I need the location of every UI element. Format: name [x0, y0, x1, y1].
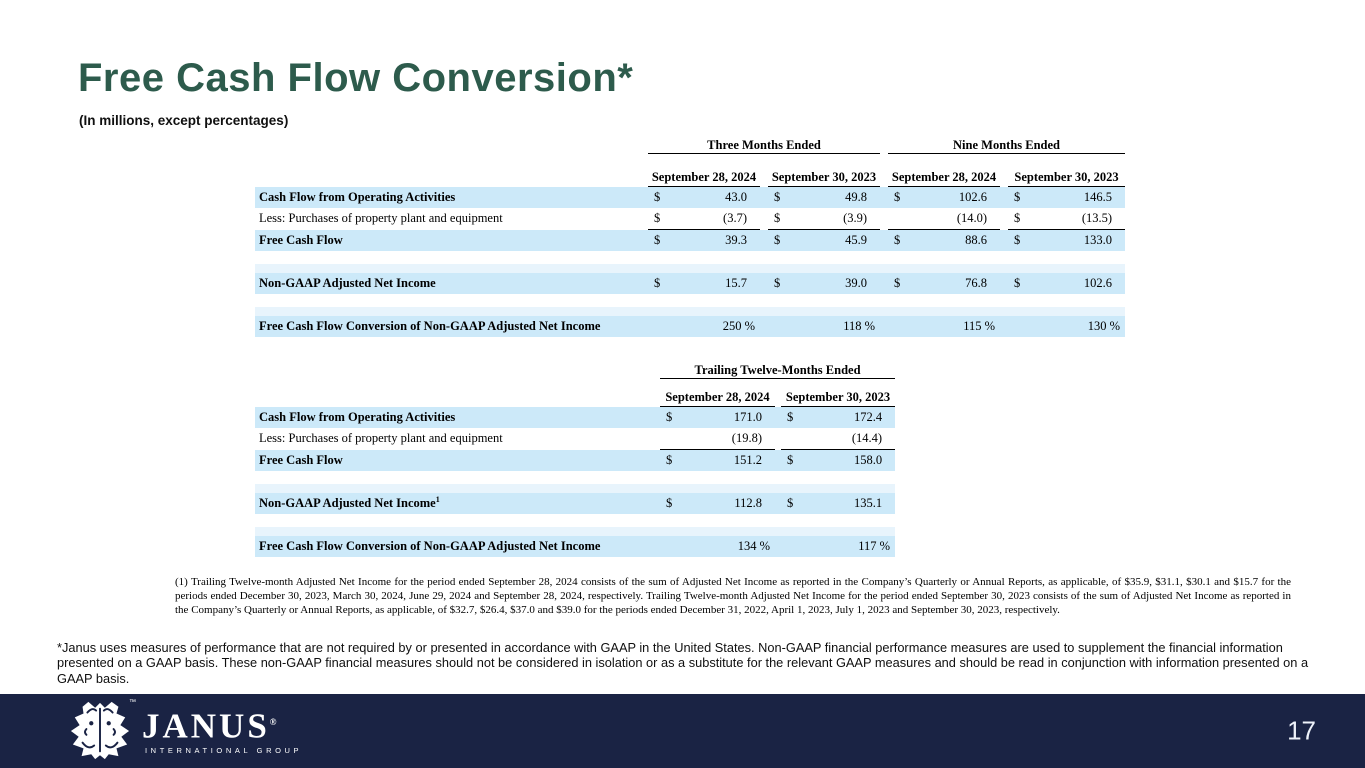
- spacer-row: [255, 307, 1125, 316]
- table-row-capex: [255, 208, 1125, 230]
- row-label: Cash Flow from Operating Activities: [259, 409, 456, 424]
- cell-value: 118 %: [843, 319, 876, 333]
- row-label: Non-GAAP Adjusted Net Income: [259, 276, 436, 290]
- cell-value: 45.9: [845, 233, 868, 247]
- period-column-header-row: [255, 154, 1125, 187]
- currency-symbol: $: [1014, 190, 1021, 204]
- currency-symbol: [888, 208, 908, 230]
- spacer-row: [255, 294, 1125, 307]
- currency-symbol: $: [654, 233, 661, 247]
- three-nine-months-table: [255, 136, 1125, 337]
- trademark-symbol: ™: [129, 699, 136, 706]
- cell-value: 49.8: [845, 190, 868, 204]
- currency-symbol: $: [666, 453, 673, 467]
- currency-symbol: $: [1014, 276, 1021, 290]
- table-row-operating-cash-flow: [255, 407, 895, 429]
- table-row-fcf-conversion: [255, 316, 1125, 337]
- column-header: September 30, 2023: [781, 379, 895, 407]
- janus-two-faces-icon: [68, 699, 136, 761]
- cell-value: 133.0: [1083, 233, 1113, 247]
- row-label: Non-GAAP Adjusted Net Income$^1$: [259, 494, 440, 510]
- currency-symbol: $: [768, 208, 788, 230]
- currency-symbol: $: [787, 410, 794, 424]
- trailing-twelve-months-table: [255, 358, 895, 557]
- table-row-free-cash-flow: [255, 230, 1125, 252]
- period-group-header-row: [255, 136, 1125, 154]
- cell-value: 250 %: [722, 319, 755, 333]
- column-header: September 28, 2024: [660, 379, 775, 407]
- group-header-ttm: Trailing Twelve-Months Ended: [660, 358, 895, 379]
- registered-symbol: ®: [269, 716, 277, 727]
- cell-value: 130 %: [1087, 319, 1121, 333]
- currency-symbol: $: [787, 496, 794, 510]
- cell-value: (3.9): [788, 208, 880, 230]
- currency-symbol: $: [654, 276, 661, 290]
- cell-value: 134 %: [737, 539, 770, 553]
- cell-value: 146.5: [1083, 190, 1113, 204]
- currency-symbol: $: [648, 208, 668, 230]
- row-label: Free Cash Flow: [259, 452, 343, 467]
- currency-symbol: $: [894, 276, 901, 290]
- gaap-disclaimer: *Janus uses measures of performance that are not required by or presented in accordance with GAAP in the United States. Non-GAAP financial performance measures are used to supplement the financial information presented on a GAAP basis. These non-GAAP financial measures should not be considered in isolation or as a substitute for the relevant GAAP measures and should be read in conjunction with information presented on a GAAP basis.: [57, 640, 1309, 686]
- brand-subtitle: INTERNATIONAL GROUP: [145, 746, 303, 756]
- cell-value: 102.6: [1083, 276, 1113, 290]
- cell-value: (14.0): [908, 208, 1000, 230]
- period-column-header-row: [255, 379, 895, 407]
- table-row-fcf-conversion: [255, 536, 895, 557]
- cell-value: 112.8: [734, 496, 762, 510]
- currency-symbol: $: [774, 233, 781, 247]
- period-group-header-row: [255, 358, 895, 379]
- cell-value: 135.1: [853, 496, 883, 510]
- page-number: 17: [1287, 715, 1316, 746]
- table-row-adjusted-net-income: [255, 273, 1125, 294]
- row-label: Less: Purchases of property plant and equipment: [259, 211, 503, 226]
- spacer-row: [255, 514, 895, 527]
- column-header: September 28, 2024: [888, 154, 1000, 187]
- column-header: September 30, 2023: [768, 154, 880, 187]
- table-row-adjusted-net-income: [255, 493, 895, 514]
- spacer-row: [255, 527, 895, 536]
- column-header: September 28, 2024: [648, 154, 760, 187]
- currency-symbol: $: [774, 276, 781, 290]
- cell-value: 76.8: [965, 276, 988, 290]
- currency-symbol: $: [894, 233, 901, 247]
- row-label: Free Cash Flow: [259, 232, 343, 247]
- footnote-1: (1) Trailing Twelve-month Adjusted Net Income for the period ended September 28, 2024 consists of the sum of Adjusted Net Income as reported in the Company’s Quarterly or Annual Reports, as applicable, of $35.9, $31.1, $30.1 and $15.7 for the periods ended December 30, 2023, March 30, 2024, June 29, 2024 and September 28, 2024, respectively. Trailing Twelve-month Adjusted Net Income for the period ended September 30, 2023 consists of the sum of Adjusted Net Income as reported in the Company’s Quarterly or Annual Reports, as applicable, of $32.7, $26.4, $37.0 and $39.0 for the periods ended December 31, 2022, April 1, 2023, July 1, 2023 and September 30, 2023, respectively.: [175, 576, 1291, 616]
- row-label: Less: Purchases of property plant and equipment: [259, 431, 503, 446]
- currency-symbol: $: [1014, 233, 1021, 247]
- cell-value: (14.4): [801, 428, 895, 450]
- footnote-reference: 1: [435, 494, 440, 504]
- group-header-three-months: Three Months Ended: [648, 136, 880, 154]
- janus-logo: [68, 699, 302, 761]
- page-title: Free Cash Flow Conversion*: [78, 56, 634, 100]
- table-row-operating-cash-flow: [255, 187, 1125, 209]
- footer-bar: [0, 694, 1365, 768]
- row-label: Free Cash Flow Conversion of Non-GAAP Adjusted Net Income: [259, 319, 601, 333]
- cell-value: 39.0: [845, 276, 868, 290]
- spacer-row: [255, 484, 895, 493]
- spacer-row: [255, 264, 1125, 273]
- cell-value: 15.7: [725, 276, 747, 290]
- cell-value: (3.7): [668, 208, 760, 230]
- brand-wordmark: [142, 705, 302, 756]
- table-row-capex: [255, 428, 895, 450]
- currency-symbol: $: [1008, 208, 1028, 230]
- units-note: (In millions, except percentages): [79, 113, 289, 128]
- cell-value: 117 %: [858, 539, 891, 553]
- cell-value: (19.8): [680, 428, 775, 450]
- spacer-row: [255, 251, 1125, 264]
- cell-value: 158.0: [853, 453, 883, 467]
- currency-symbol: $: [666, 410, 673, 424]
- cell-value: 39.3: [725, 233, 747, 247]
- currency-symbol: $: [787, 453, 794, 467]
- group-header-nine-months: Nine Months Ended: [888, 136, 1125, 154]
- cell-value: 151.2: [733, 453, 762, 467]
- currency-symbol: $: [894, 190, 901, 204]
- cell-value: 171.0: [733, 410, 762, 424]
- cell-value: 43.0: [725, 190, 747, 204]
- cell-value: 115 %: [963, 319, 996, 333]
- cell-value: (13.5): [1028, 208, 1125, 230]
- currency-symbol: $: [654, 190, 661, 204]
- cell-value: 172.4: [853, 410, 883, 424]
- cell-value: 102.6: [958, 190, 988, 204]
- cell-value: 88.6: [965, 233, 988, 247]
- currency-symbol: [781, 428, 801, 450]
- spacer-row: [255, 471, 895, 484]
- row-label: Free Cash Flow Conversion of Non-GAAP Adjusted Net Income: [259, 539, 601, 553]
- currency-symbol: $: [774, 190, 781, 204]
- row-label: Cash Flow from Operating Activities: [259, 189, 456, 204]
- column-header: September 30, 2023: [1008, 154, 1125, 187]
- brand-name: JANUS: [142, 706, 270, 746]
- table-row-free-cash-flow: [255, 450, 895, 472]
- currency-symbol: $: [666, 496, 673, 510]
- currency-symbol: [660, 428, 680, 450]
